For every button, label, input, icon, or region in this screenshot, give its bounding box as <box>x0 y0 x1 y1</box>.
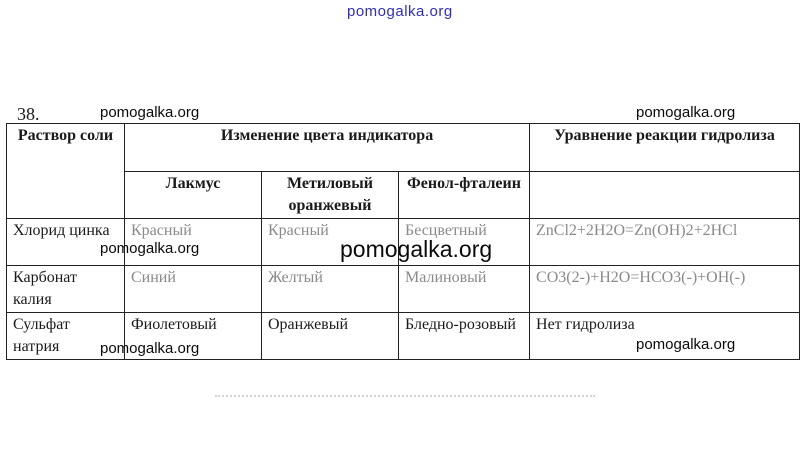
cell-equation: Нет гидролиза <box>530 313 800 360</box>
cell-phenolphthalein: Бесцветный <box>399 219 530 266</box>
header-equation-empty <box>530 172 800 219</box>
cell-phenolphthalein: Бледно-розовый <box>399 313 530 360</box>
cell-salt: Сульфат натрия <box>7 313 125 360</box>
header-litmus: Лакмус <box>125 172 262 219</box>
cell-equation: CO3(2-)+H2O=HCO3(-)+OH(-) <box>530 266 800 313</box>
table-row <box>7 266 800 313</box>
header-indicator-change: Изменение цвета индикатора <box>125 124 530 172</box>
cell-methyl-orange: Оранжевый <box>262 313 399 360</box>
cell-equation: ZnCl2+2H2O=Zn(OH)2+2HCl <box>530 219 800 266</box>
cell-litmus: Синий <box>125 266 262 313</box>
watermark-row3-left: pomogalka.org <box>100 340 200 357</box>
watermark-row1-left: pomogalka.org <box>100 240 200 257</box>
watermark-row1-center: pomogalka.org <box>340 236 493 262</box>
cell-salt: Хлорид цинка <box>7 219 125 266</box>
watermark-header-right: pomogalka.org <box>636 104 736 121</box>
watermark-row3-right: pomogalka.org <box>636 336 736 353</box>
cell-methyl-orange: Красный <box>262 219 399 266</box>
cell-salt: Карбонат калия <box>7 266 125 313</box>
cell-litmus: Красный <box>125 219 262 266</box>
task-number: 38. <box>17 104 40 124</box>
dotted-line <box>215 395 595 401</box>
header-solution: Раствор соли <box>7 124 125 219</box>
watermark-top: pomogalka.org <box>347 3 453 20</box>
watermark-header-left: pomogalka.org <box>100 104 200 121</box>
header-equation: Уравнение реакции гидролиза <box>530 124 800 172</box>
cell-methyl-orange: Желтый <box>262 266 399 313</box>
header-methyl-orange: Метиловый оранжевый <box>262 172 399 219</box>
header-phenolphthalein: Фенол-фталеин <box>399 172 530 219</box>
cell-litmus: Фиолетовый <box>125 313 262 360</box>
cell-phenolphthalein: Малиновый <box>399 266 530 313</box>
